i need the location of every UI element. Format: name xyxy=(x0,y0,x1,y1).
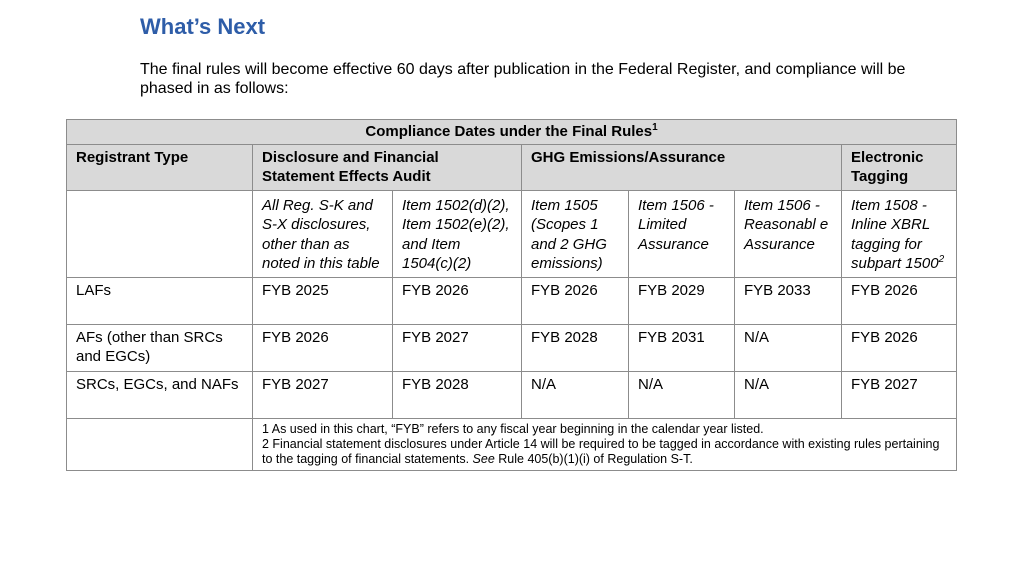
date-cell: FYB 2026 xyxy=(842,324,957,371)
header-ghg: GHG Emissions/Assurance xyxy=(522,144,842,190)
footnote-1: 1 As used in this chart, “FYB” refers to any fiscal year beginning in the calendar year listed. xyxy=(262,421,764,436)
section-heading: What’s Next xyxy=(140,14,266,39)
date-cell: FYB 2031 xyxy=(629,324,735,371)
header-tagging: Electronic Tagging xyxy=(842,144,957,190)
date-cell: N/A xyxy=(629,371,735,418)
table-row xyxy=(67,277,957,324)
registrant-type: AFs (other than SRCs and EGCs) xyxy=(67,324,253,371)
registrant-type: SRCs, EGCs, and NAFs xyxy=(67,371,253,418)
date-cell: FYB 2026 xyxy=(393,277,522,324)
date-cell: FYB 2026 xyxy=(253,324,393,371)
date-cell: N/A xyxy=(522,371,629,418)
subheader-cell: Item 1506 - Limited Assurance xyxy=(629,190,735,277)
table-row xyxy=(67,324,957,371)
subheader-empty xyxy=(67,190,253,277)
intro-paragraph: The final rules will become effective 60 days after publication in the Federal Register, and compliance will be phased in as follows: xyxy=(140,61,906,97)
date-cell: FYB 2025 xyxy=(253,277,393,324)
subheader-cell: All Reg. S-K and S-X disclosures, other than as noted in this table xyxy=(253,190,393,277)
date-cell: FYB 2029 xyxy=(629,277,735,324)
footnote-empty xyxy=(67,418,253,470)
date-cell: FYB 2026 xyxy=(842,277,957,324)
date-cell: FYB 2026 xyxy=(522,277,629,324)
subheader-cell-tagging: Item 1508 - Inline XBRL tagging for subpart 1500$^2$ xyxy=(842,190,957,277)
subheader-row xyxy=(67,190,957,277)
date-cell: FYB 2028 xyxy=(522,324,629,371)
date-cell: FYB 2033 xyxy=(735,277,842,324)
subheader-cell: Item 1502(d)(2), Item 1502(e)(2), and Item 1504(c)(2) xyxy=(393,190,522,277)
compliance-dates-table xyxy=(66,119,957,471)
header-registrant-type: Registrant Type xyxy=(67,144,253,190)
subheader-cell: Item 1505 (Scopes 1 and 2 GHG emissions) xyxy=(522,190,629,277)
date-cell: N/A xyxy=(735,371,842,418)
header-disclosure: Disclosure and Financial Statement Effects Audit xyxy=(253,144,522,190)
header-row xyxy=(67,144,957,190)
subheader-cell: Item 1506 - Reasonabl e Assurance xyxy=(735,190,842,277)
footnote-2: 2 Financial statement disclosures under Article 14 will be required to be tagged in accordance with existing rules pertaining to the tagging of financial statements. See Rule 405(b)(1)(i) of Regulation S-T. xyxy=(262,436,940,466)
date-cell: FYB 2027 xyxy=(393,324,522,371)
title-footnote-marker: 1 xyxy=(652,122,658,133)
table-title: Compliance Dates under the Final Rules$^1$ xyxy=(67,120,957,145)
date-cell: FYB 2028 xyxy=(393,371,522,418)
date-cell: FYB 2027 xyxy=(253,371,393,418)
table-title-row xyxy=(67,120,957,145)
table-row xyxy=(67,371,957,418)
footnote-row xyxy=(67,418,957,470)
date-cell: FYB 2027 xyxy=(842,371,957,418)
date-cell: N/A xyxy=(735,324,842,371)
registrant-type: LAFs xyxy=(67,277,253,324)
tagging-footnote-marker: 2 xyxy=(938,254,945,265)
footnotes xyxy=(253,418,957,470)
